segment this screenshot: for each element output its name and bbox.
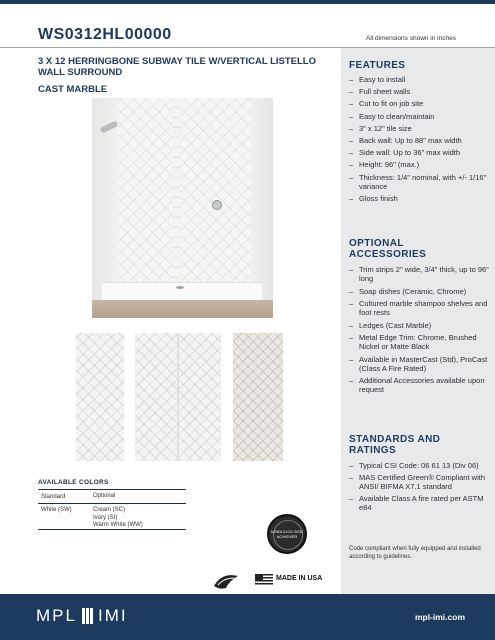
list-item: – Ledges (Cast Marble) [349, 321, 489, 330]
list-item: – Easy to install [349, 75, 489, 84]
footer [0, 594, 495, 640]
certified-green-badge-icon [212, 570, 240, 592]
dimensions-note: All dimensions shown in inches [366, 35, 456, 42]
optional-accessories-list [349, 265, 489, 398]
logo-mark-icon [82, 608, 93, 624]
list-item: – Typical CSI Code: 06 61 13 (Div 06) [349, 461, 489, 470]
list-item: – Cultured marble shampoo shelves and foot rests [349, 299, 489, 317]
website-link[interactable]: mpl-imi.com [414, 612, 465, 622]
colors-table-header [38, 490, 186, 504]
available-colors-table [38, 489, 186, 530]
list-item: – Soap dishes (Ceramic, Chrome) [349, 287, 489, 296]
standards-heading: STANDARDS AND RATINGS [349, 434, 441, 456]
logo-text-left: MPL [36, 606, 77, 625]
shower-valve-icon [212, 200, 222, 210]
optional-colors [93, 507, 186, 529]
list-item: – MAS Certified Green® Compliant with ANSI/ BIFMA X7.1 standard [349, 473, 489, 491]
back-panel-swatch [135, 333, 221, 461]
vertical-listello [172, 98, 180, 288]
list-item: – Back wall: Up to 88" max width [349, 136, 489, 145]
panel-seam [177, 333, 179, 461]
table-row [38, 504, 186, 530]
list-item: – Gloss finish [349, 194, 489, 203]
header-optional: Optional [93, 492, 116, 499]
list-item: – Available Class A fire rated per ASTM e84 [349, 494, 489, 512]
tile-color-swatch [233, 333, 283, 461]
list-item: – Cut to fit on job site [349, 99, 489, 108]
product-title: 3 X 12 HERRINGBONE SUBWAY TILE W/VERTICAL LISTELLO WALL SURROUND [38, 56, 317, 78]
list-item: – Easy to clean/maintain [349, 112, 489, 121]
back-wall-tile [118, 98, 251, 288]
optional-accessories-heading: OPTIONAL ACCESSORIES [349, 238, 427, 260]
list-item: – Available in MasterCast (Std), ProCast (Class A Fire Rated) [349, 355, 489, 373]
mindclick-badge-icon: MINDCLICK SGM ACHIEVER [267, 514, 307, 554]
header [0, 4, 495, 48]
made-in-usa-label: MADE IN USA [276, 575, 323, 582]
shower-base [102, 282, 262, 300]
features-heading: FEATURES [349, 60, 406, 71]
list-item: – Height: 96" (max.) [349, 160, 489, 169]
available-colors-title: AVAILABLE COLORS [38, 479, 109, 486]
standard-color: White (SW) [41, 507, 72, 513]
list-item: – Metal Edge Trim: Chrome, Brushed Nickel or Matte Black [349, 333, 489, 351]
optional-color: Cream (SC) [93, 507, 126, 513]
standards-list [349, 461, 489, 515]
list-item: – 3" x 12" tile size [349, 124, 489, 133]
us-flag-icon [255, 574, 273, 586]
shower-product-photo [92, 98, 273, 318]
list-item: – Additional Accessories available upon request [349, 376, 489, 394]
features-list [349, 75, 489, 206]
right-wall-tile [251, 98, 273, 300]
logo-text-right: IMI [97, 606, 128, 625]
model-number: WS0312HL00000 [38, 26, 172, 43]
list-item: – Thickness: 1/4" nominal, with +/- 1/16" variance [349, 173, 489, 191]
list-item: – Trim strips 2" wide, 3/4" thick, up to 96" long [349, 265, 489, 283]
optional-color: Ivory (SI) [93, 514, 118, 521]
optional-color: Warm White (WW) [93, 522, 143, 528]
product-finish: CAST MARBLE [38, 84, 108, 95]
code-compliance-note: Code compliant when fully equipped and installed according to guidelines. [349, 546, 481, 560]
list-item: – Full sheet walls [349, 87, 489, 96]
mpl-imi-logo[interactable] [36, 606, 128, 626]
side-panel-swatch [76, 333, 124, 461]
drain-icon [176, 286, 184, 289]
wood-floor [92, 300, 273, 318]
header-standard: Standard [41, 493, 66, 500]
list-item: – Side wall: Up to 36" max width [349, 148, 489, 157]
